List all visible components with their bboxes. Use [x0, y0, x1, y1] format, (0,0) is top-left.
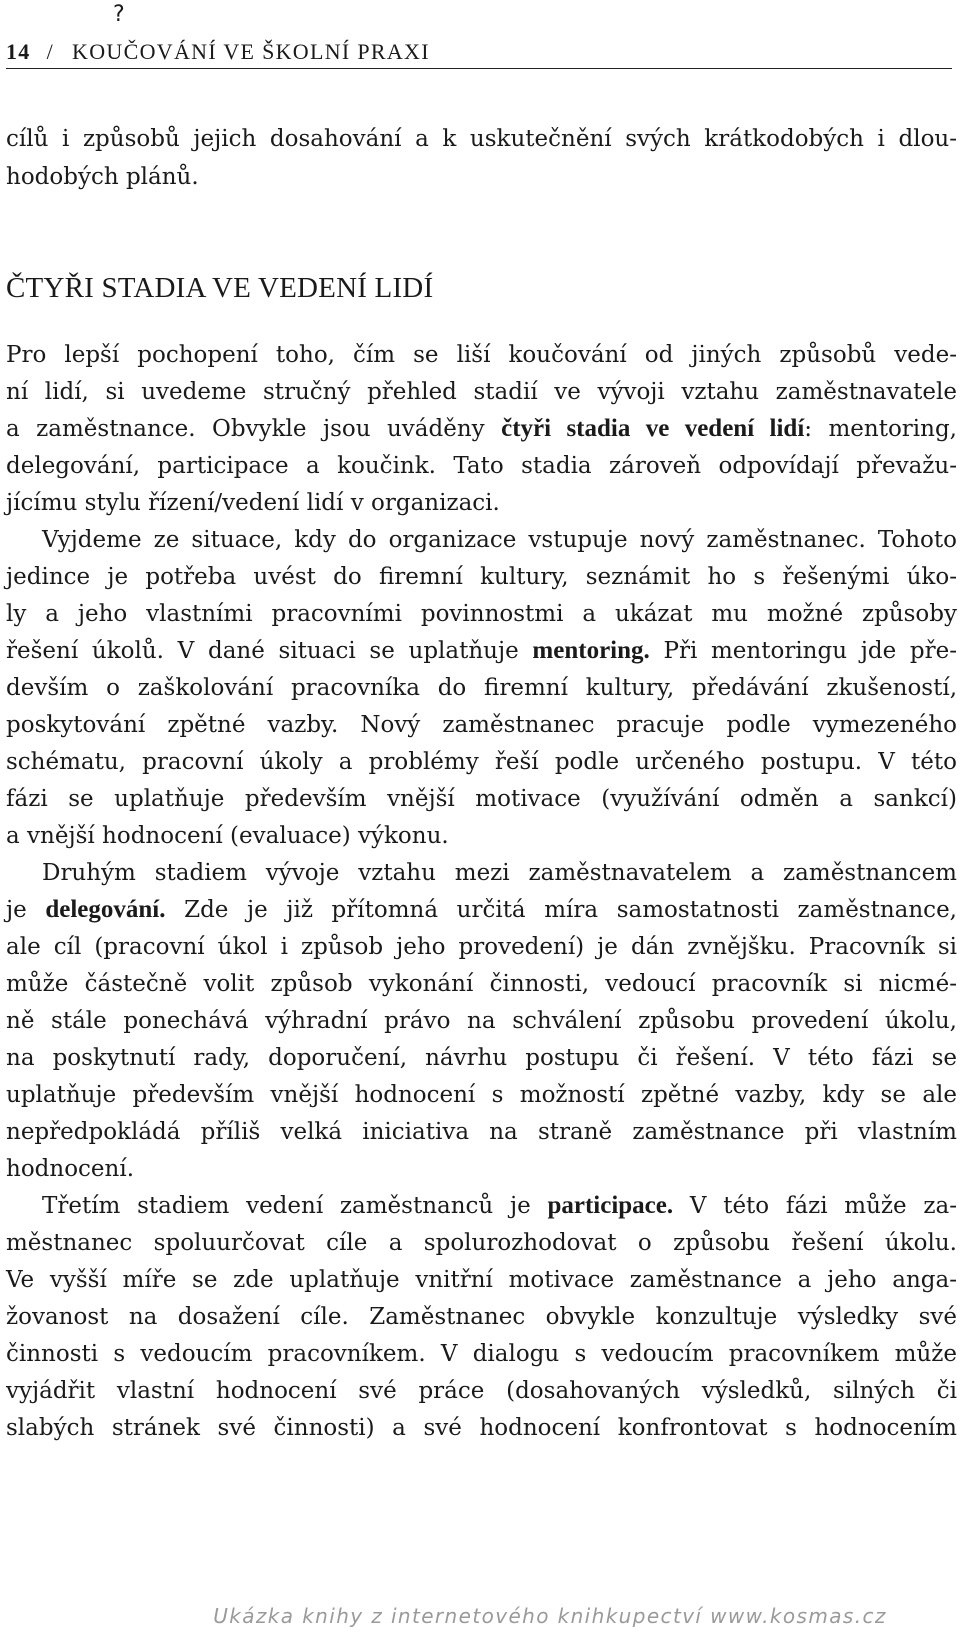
text-line: ly a jeho vlastními pracovními povinnostmi a ukázat mu možné způsoby	[6, 601, 957, 627]
page-number: 14	[6, 39, 31, 64]
text-line: uplatňuje především vnější hodnocení s možností zpětné vazby, kdy se ale	[6, 1082, 957, 1108]
text-line: může částečně volit způsob vykonání činnosti, vedoucí pracovník si nicmé-	[6, 971, 957, 997]
text-line: na poskytnutí rady, doporučení, návrhu postupu či řešení. V této fázi se	[6, 1045, 957, 1071]
text-run: Třetím stadiem vedení zaměstnanců je	[42, 1193, 548, 1219]
text-line: poskytování zpětné vazby. Nový zaměstnanec pracuje podle vymezeného	[6, 712, 957, 738]
text-line: jedince je potřeba uvést do firemní kultury, seznámit ho s řešenými úko-	[6, 564, 957, 590]
text-line	[6, 410, 957, 448]
text-line: ní lidí, si uvedeme stručný přehled stadií ve vývoji vztahu zaměstnavatele	[6, 379, 957, 405]
text-line: žovanost na dosažení cíle. Zaměstnanec obvykle konzultuje výsledky své	[6, 1304, 957, 1330]
text-line: hodnocení.	[6, 1156, 135, 1182]
text-run: V této fázi může za-	[673, 1193, 957, 1219]
text-line: Druhým stadiem vývoje vztahu mezi zaměstnavatelem a zaměstnancem	[42, 860, 957, 886]
emphasis-participace: participace.	[547, 1192, 674, 1219]
text-line: ně stále ponechává výhradní právo na schválení způsobu provedení úkolu,	[6, 1008, 957, 1034]
text-line	[42, 1187, 957, 1225]
running-title: KOUČOVÁNÍ VE ŠKOLNÍ PRAXI	[72, 39, 430, 64]
header-separator: /	[46, 39, 55, 64]
emphasis-delegovani: delegování.	[45, 896, 166, 923]
text-line: Vyjdeme ze situace, kdy do organizace vstupuje nový zaměstnanec. Tohoto	[42, 527, 957, 553]
text-line: Ve vyšší míře se zde uplatňuje vnitřní motivace zaměstnance a jeho anga-	[6, 1267, 957, 1293]
text-line: hodobých plánů.	[6, 164, 199, 190]
watermark-footer: Ukázka knihy z internetového knihkupectví www.kosmas.cz	[213, 1604, 887, 1628]
text-line: a vnější hodnocení (evaluace) výkonu.	[6, 823, 449, 849]
emphasis-mentoring: mentoring.	[532, 637, 650, 664]
text-line: slabých stránek své činnosti) a své hodnocení konfrontovat s hodnocením	[6, 1415, 957, 1441]
question-mark: ?	[113, 2, 125, 27]
emphasis-four-stages: čtyři stadia ve vedení lidí	[501, 415, 805, 442]
text-line: Pro lepší pochopení toho, čím se liší koučování od jiných způsobů vede-	[6, 342, 957, 368]
text-line: fázi se uplatňuje především vnější motivace (využívání odměn a sankcí)	[6, 786, 957, 812]
text-line: městnanec spoluurčovat cíle a spolurozhodovat o způsobu řešení úkolu.	[6, 1230, 957, 1256]
text-run: je	[6, 897, 46, 923]
text-line: cílů i způsobů jejich dosahování a k uskutečnění svých krátkodobých i dlou-	[6, 126, 957, 152]
text-line: ale cíl (pracovní úkol i způsob jeho provedení) je dán zvnějšku. Pracovník si	[6, 934, 957, 960]
text-line: devším o zaškolování pracovníka do firemní kultury, předávání zkušeností,	[6, 675, 957, 701]
text-line: jícímu stylu řízení/vedení lidí v organizaci.	[6, 490, 500, 516]
section-heading: ČTYŘI STADIA VE VEDENÍ LIDÍ	[6, 272, 434, 304]
running-head	[6, 36, 952, 69]
text-run: řešení úkolů. V dané situaci se uplatňuje	[6, 638, 533, 664]
text-line	[6, 632, 957, 670]
text-run: Zde je již přítomná určitá míra samostatnosti zaměstnance,	[165, 897, 957, 923]
text-line: schématu, pracovní úkoly a problémy řeší podle určeného postupu. V této	[6, 749, 957, 775]
text-run: a zaměstnance. Obvykle jsou uváděny	[6, 416, 502, 442]
text-line: vyjádřit vlastní hodnocení své práce (dosahovaných výsledků, silných či	[6, 1378, 957, 1404]
text-line	[6, 891, 957, 929]
text-run: Při mentoringu jde pře-	[649, 638, 957, 664]
text-line: nepředpokládá příliš velká iniciativa na straně zaměstnance při vlastním	[6, 1119, 957, 1145]
text-line: delegování, participace a koučink. Tato stadia zároveň odpovídají převažu-	[6, 453, 957, 479]
text-run: : mentoring,	[804, 416, 957, 442]
text-line: činnosti s vedoucím pracovníkem. V dialogu s vedoucím pracovníkem může	[6, 1341, 957, 1367]
